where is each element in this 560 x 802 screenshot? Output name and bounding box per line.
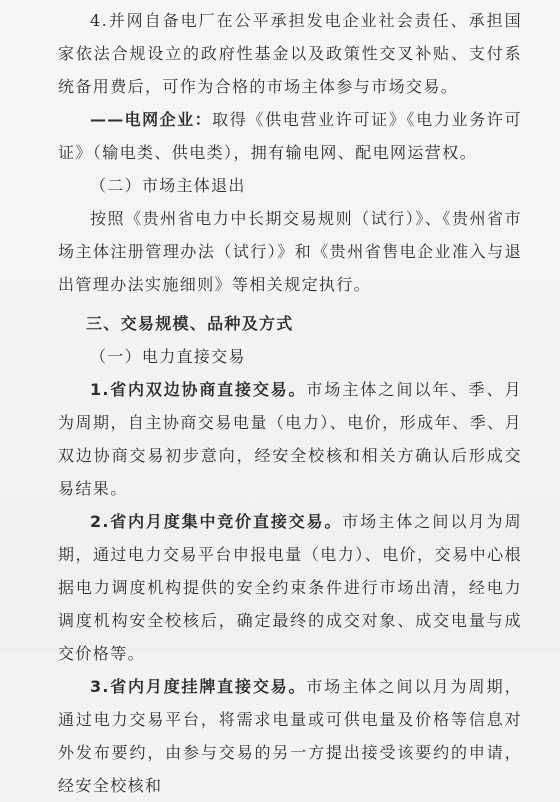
paragraph-market-exit: 按照《贵州省电力中长期交易规则（试行）》、《贵州省市场主体注册管理办法（试行）》和《贵州省售电企业准入与退出管理办法实施细则》等相关规定执行。 bbox=[58, 209, 522, 294]
paragraph-self-owned-power-plant: 4.并网自备电厂在公平承担发电企业社会责任、承担国家依法合规设立的政府性基金以及政策性交叉补贴、支付系统备用费后，可作为合格的市场主体参与市场交易。 bbox=[58, 11, 522, 96]
heading-direct-trading: （一）电力直接交易 bbox=[90, 347, 246, 366]
item-1-label: 1.省内双边协商直接交易。 bbox=[90, 380, 307, 399]
heading-section-three: 三、交易规模、品种及方式 bbox=[86, 314, 294, 333]
item-3-text: 市场主体之间以月为周期，通过电力交易平台，将需求电量或可供电量及价格等信息对外发布要约，由参与交易的另一方提出接受该要约的申请，经安全校核和 bbox=[58, 677, 522, 795]
paragraph-bilateral-negotiation bbox=[58, 373, 522, 505]
heading-market-exit: （二）市场主体退出 bbox=[90, 176, 246, 195]
paragraph-centralized-bidding bbox=[58, 505, 522, 670]
item-2-label: 2.省内月度集中竞价直接交易。 bbox=[90, 512, 343, 531]
paragraph-listing-trading bbox=[58, 670, 522, 802]
paragraph-grid-enterprise bbox=[58, 103, 522, 169]
item-2-text: 市场主体之间以月为周期，通过电力交易平台申报电量（电力）、电价，交易中心根据电力调度机构提供的安全约束条件进行市场出清，经电力调度机构安全校核后，确定最终的成交对象、成交电量与成交价格等。 bbox=[58, 512, 522, 663]
item-3-label: 3.省内月度挂牌直接交易。 bbox=[90, 677, 307, 696]
grid-enterprise-label: ——电网企业： bbox=[90, 110, 213, 129]
item-1-text: 市场主体之间以年、季、月为周期，自主协商交易电量（电力）、电价，形成年、季、月双边协商交易初步意向，经安全校核和相关方确认后形成交易结果。 bbox=[58, 380, 522, 498]
grid-enterprise-text: 取得《供电营业许可证》《电力业务许可证》（输电类、供电类），拥有输电网、配电网运营权。 bbox=[58, 110, 523, 162]
